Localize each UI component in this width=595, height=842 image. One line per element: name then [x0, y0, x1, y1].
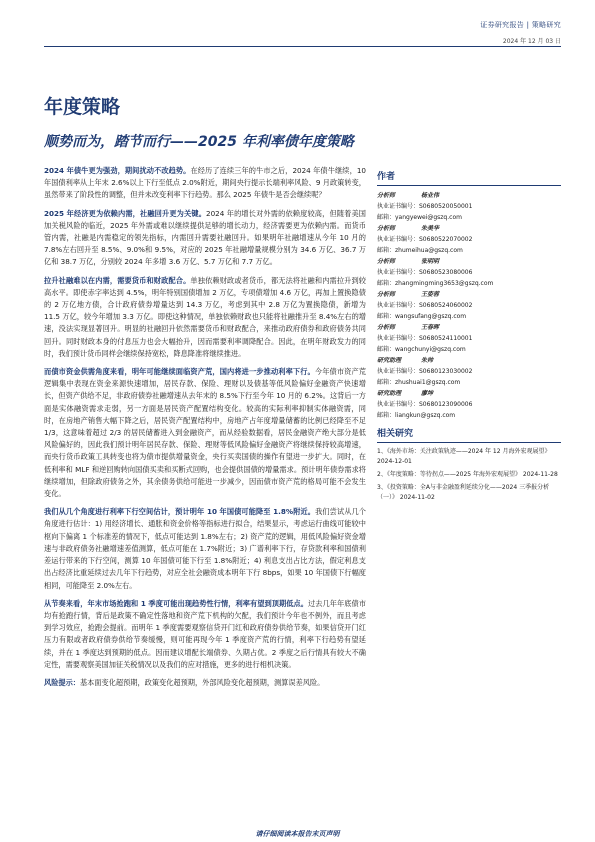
paragraph-text: 在经历了连续三年的牛市之后，2024 年债牛继续，10 年国债利率从上年末 2.6%以上下行至低点 2.0%附近，期间央行提示长端利率风险、9 月政策转变，虽然带来了阶段性的调整，但并未改变利率下行趋势。那么 2025 年债牛是否会继续呢？	[44, 166, 366, 200]
author-name-row	[377, 322, 561, 333]
paragraph-text: 单独依赖财政或者货币，都无法将社融和内需拉升到较高水平。即使赤字率达到 4.5%，明年特别国债增加 2 万亿，专项债增加 4.6 万亿，再加上置换隐债的 2 万亿地方债，合计政府债券增量达到 14.3 万亿，考虑到其中 2.8 万亿为置换隐债，新增为 11.5 万亿，较今年增加 3.3 万亿。即使这种情况，单独依赖财政也只能将社融推升至 8.4%左右的增速，没法实现显著回升。明显的社融回升依然需要货币和财政配合，来推动政府债券和政府债务共同回升。同时财政本身的付息压力也会大幅抬升，因而需要利率调降配合。因此，在明年财政发力的同时，我们预计货币同样会继续保持宽松，降息降准将继续推进。	[44, 275, 366, 358]
author-cert: 执业证书编号：S0680123030002	[377, 368, 473, 375]
author-email[interactable]: 邮箱：yangyewei@gszq.com	[377, 214, 462, 221]
author-name: 朱帅	[421, 357, 434, 364]
author-entry	[377, 289, 561, 322]
author-name: 杨业伟	[421, 192, 440, 199]
author-entry	[377, 190, 561, 223]
author-cert: 执业证书编号：S0680524110001	[377, 335, 473, 342]
author-entry	[377, 322, 561, 355]
paragraph-lead: 拉升社融难以在内需，需要货币和财政配合。	[44, 275, 191, 285]
header-divider	[44, 46, 561, 47]
author-role: 分析师	[377, 225, 396, 232]
page-title: 年度策略	[44, 96, 121, 118]
author-email[interactable]: 邮箱：wangsufang@gszq.com	[377, 313, 467, 320]
author-name: 朱美华	[421, 225, 440, 232]
author-cert: 执业证书编号：S0680524060002	[377, 302, 473, 309]
author-email[interactable]: 邮箱：liangkun@gszq.com	[377, 412, 456, 419]
page-subtitle: 顺势而为，踏节而行——2025 年利率债年度策略	[44, 134, 354, 150]
paragraph-lead: 风险提示：	[44, 677, 80, 687]
paragraph	[44, 275, 366, 360]
paragraph	[44, 366, 366, 500]
paragraph	[44, 208, 366, 269]
author-role: 分析师	[377, 291, 396, 298]
paragraph-lead: 我们从几个角度进行利率下行空间估计，预计明年 10 年国债可能降至 1.8%附近。	[44, 507, 316, 517]
report-date: 2024 年 12 月 03 日	[502, 38, 561, 45]
footer-disclaimer: 请仔细阅读本报告末页声明	[255, 830, 340, 838]
paragraph-text: 2024 年的增长对外需的依赖度较高，但随着美国加关税风险的临近，2025 年外需或难以继续提供足够的增长动力，经济需要更为依赖内需。而货币管内需，社融是内需稳定的领先指标，内需回升需要社融回升。如果明年社融增速从今年 10 月的 7.8%左右回升至 8.5%、9.0%和 9.5%，对应的 2025 年社融增量规模分别为 34.6 万亿、36.7 万亿和 38.7 万亿，分别较 2024 年多增 3.6 万亿、5.7 万亿和 7.7 万亿。	[44, 208, 366, 267]
author-name: 廖坤	[421, 390, 434, 397]
author-name-row	[377, 256, 561, 267]
paragraph-lead: 而债市资金供需角度来看，明年可能继续面临资产荒，国内将进一步推动利率下行。	[44, 367, 315, 377]
author-role: 分析师	[377, 192, 396, 199]
related-report-link[interactable]: 1、《海外市场：关注政策轨迹——2024 年 12 月海外宏观展望》 2024-12-01	[377, 448, 551, 465]
related-heading: 相关研究	[377, 429, 561, 443]
author-name: 王春晖	[421, 324, 440, 331]
authors-list	[377, 190, 561, 421]
author-role: 分析师	[377, 324, 396, 331]
author-entry	[377, 355, 561, 388]
author-email[interactable]: 邮箱：zhangmingming3653@gszq.com	[377, 280, 494, 287]
author-entry	[377, 388, 561, 421]
author-name-row	[377, 355, 561, 366]
authors-heading: 作者	[377, 172, 561, 186]
author-name-row	[377, 223, 561, 234]
paragraph-lead: 从节奏来看，年末市场抢跑和 1 季度可能出现趋势性行情，利率有望到顶期低点。	[44, 598, 309, 608]
paragraph-text: 我们尝试从几个角度进行估计：1) 用经济增长、通胀和资金价格等指标进行拟合，结果显示，考虑运行曲线可能较中枢向下偏离 1 个标准差的情况下，低点可能达到 1.8%左右；2) 资产荒的逻辑，用低风险偏好资金增速与非政府债务社融增速差值测算，低点可能在 1.7%附近；3) 广谱利率下行，存贷款利率和国债利差运行带来的下行空间，测算 10 年国债可能下行至 1.8%附近；4) 利息支出占比方法，假定利息支出占经济比重延续过去几年下行趋势，对应全社会融资成本明年下行 8bps，如果 10 年国债下行幅度相同，可能降至 2.0%左右。	[44, 507, 366, 590]
author-cert: 执业证书编号：S0680520050001	[377, 203, 473, 210]
author-name: 张明明	[421, 258, 440, 265]
author-name: 王姿蓉	[421, 291, 440, 298]
paragraph	[44, 506, 366, 591]
paragraph-text: 过去几年年底债市均有抢跑行情，背后是政策不确定性落地和资产荒下机构的欠配，我们预计今年也不例外，而且考虑到学习效应，抢跑会提前。而明年 1 季度需要观察信贷开门红和政府债券供给节奏，如果信贷开门红压力有限或者政府债券供给节奏缓慢，则可能再现今年 1 季度资产荒的行情，利率下行趋势有望延续，并在 1 季度达到预期的低点。因而建议增配长端债券、久期占优。2 季度之后行情具有较大不确定性，需要观察美国加征关税情况以及我们的应对措施，更多的进行相机决策。	[44, 598, 366, 669]
author-cert: 执业证书编号：S0680523080006	[377, 269, 473, 276]
author-email[interactable]: 邮箱：zhumeihua@gszq.com	[377, 247, 463, 254]
header-brand: 证券研究报告 | 策略研究	[480, 21, 561, 29]
related-report-link[interactable]: 2、《年度策略：等待拐点——2025 年海外宏观展望》 2024-11-28	[377, 471, 558, 478]
author-role: 分析师	[377, 258, 396, 265]
author-email[interactable]: 邮箱：zhushuai1@gszq.com	[377, 379, 461, 386]
related-list	[377, 447, 561, 503]
author-cert: 执业证书编号：S0680123090006	[377, 401, 473, 408]
author-entry	[377, 256, 561, 289]
paragraph	[44, 598, 366, 671]
author-email[interactable]: 邮箱：wangchunyi@gszq.com	[377, 346, 466, 353]
paragraph-text: 今年债市资产荒逻辑集中表现在资金来源快速增加，居民存款、保险、理财以及债基等低风险偏好金融资产快速增长，但资产供给不足，非政府债券社融增速从去年末的 8.5%下行至今年 10 月的 6.2%。这背后一方面是实体融资需求走弱，另一方面是居民资产配置结构变化。较高的实际利率抑制实体融资需，同时，在房地产销售大幅下降之后，居民资产配置结构中，房地产占年度增量储蓄的比例已经降至不足 1/3，这意味着超过 2/3 的居民储蓄进入到金融资产，而从经验数据看，居民金融资产绝大部分是低风险偏好的，因此我们预计明年居民存款、保险、理财等低风险偏好金融资产将继续保持较高增速，而央行货币政策工具转变也将为债市提供增量资金，央行买卖国债的操作有望进一步扩大。同时，在低利率和 MLF 和逆回购转向国债买卖和买断式回购，也会提供国债的增量需求。预计明年债券需求将继续增加，但除政府债务之外，其余债务供给可能进一步减少，因而债市资产荒的格局可能不会发生变化。	[44, 367, 366, 499]
paragraph-text: 基本面变化超预期，政策变化超预期，外部风险变化超预期，测算误差风险。	[79, 677, 325, 687]
sidebar	[377, 172, 561, 506]
risk-paragraph	[44, 677, 366, 689]
paragraph-lead: 2024 年债牛更为强劲，期间扰动不改趋势。	[44, 166, 191, 175]
related-report-link[interactable]: 3、《投资策略：全A与非金融盈利延续分化——2024 三季报分析（一）》 2024-11-02	[377, 484, 550, 501]
author-cert: 执业证书编号：S0680522070002	[377, 236, 473, 243]
author-name-row	[377, 190, 561, 201]
author-name-row	[377, 388, 561, 399]
author-role: 研究助理	[377, 357, 402, 364]
paragraph-lead: 2025 年经济更为依赖内需，社融回升更为关键。	[44, 208, 207, 218]
author-role: 研究助理	[377, 390, 402, 397]
author-entry	[377, 223, 561, 256]
paragraph	[44, 165, 366, 202]
main-body	[44, 165, 366, 695]
author-name-row	[377, 289, 561, 300]
